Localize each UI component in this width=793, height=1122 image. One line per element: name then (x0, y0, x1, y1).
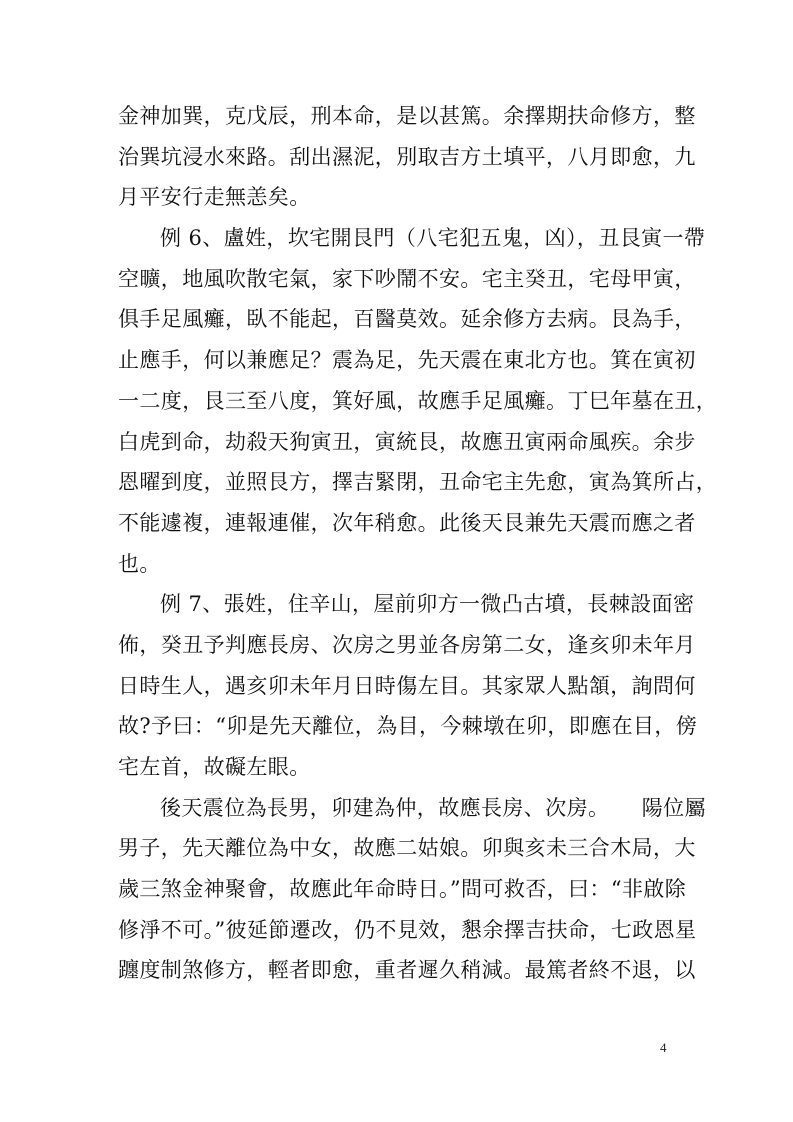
text-line: 治巽坑浸水來路。刮出濕泥，別取吉方土填平，八月即愈，九 (118, 144, 696, 169)
text-line: 宅左首，故礙左眼。 (118, 755, 311, 779)
text-line: 恩曜到度，並照艮方，擇吉緊閉，丑命宅主先愈，寅為箕所占， (118, 470, 718, 495)
text-line: 也。 (118, 551, 161, 576)
text-line: 例 6、盧姓，坎宅開艮門（八宅犯五鬼，凶），丑艮寅一帶 (160, 226, 706, 251)
text-line: 故?予曰：“卯是先天離位，為目，今棘墩在卯，即應在目，傍 (118, 714, 698, 739)
text-line: 不能遽複，連報連催，次年稍愈。此後天艮兼先天震而應之者 (118, 510, 696, 535)
text-line: 俱手足風癱，臥不能起，百醫莫效。延余修方去病。艮為手， (118, 307, 696, 332)
text-line: 一二度，艮三至八度，箕好風，故應手足風癱。丁巳年墓在丑， (118, 388, 718, 413)
text-line: 歲三煞金神聚會，故應此年命時日。”問可救否，曰：“非啟除 (118, 877, 687, 902)
text-line: 止應手，何以兼應足？震為足，先天震在東北方也。箕在寅初 (118, 348, 696, 373)
text-line: 佈，癸丑予判應長房、次房之男並各房第二女，逢亥卯未年月 (118, 632, 696, 657)
body-text (118, 96, 718, 991)
text-line: 金神加巽，克戊辰，刑本命，是以甚篤。余擇期扶命修方，整 (118, 104, 696, 128)
text-line: 例 7、張姓，住辛山，屋前卯方一微凸古墳，長棘設面密 (160, 592, 695, 617)
text-line: 男子，先天離位為中女，故應二姑娘。卯與亥未三合木局，大 (118, 836, 696, 861)
text-line: 躔度制煞修方，輕者即愈，重者遲久稍減。最篤者終不退，以 (118, 958, 696, 983)
text-line: 修淨不可。”彼延節遷改，仍不見效，懇余擇吉扶命，七政恩星 (118, 917, 697, 942)
text-line: 空曠，地風吹散宅氣，家下吵鬧不安。宅主癸丑，宅母甲寅， (118, 266, 696, 291)
text-line: 日時生人，遇亥卯未年月日時傷左目。其家眾人點頷，詢問何 (118, 673, 696, 698)
text-line: 白虎到命，劫殺天狗寅丑，寅統艮，故應丑寅兩命風疾。余步 (118, 429, 696, 454)
text-line: 月平安行走無恙矣。 (118, 185, 311, 210)
page-number: 4 (660, 1040, 667, 1055)
text-line: 後天震位為長男，卯建為仲，故應長房、次房。 陽位屬 (160, 795, 706, 820)
